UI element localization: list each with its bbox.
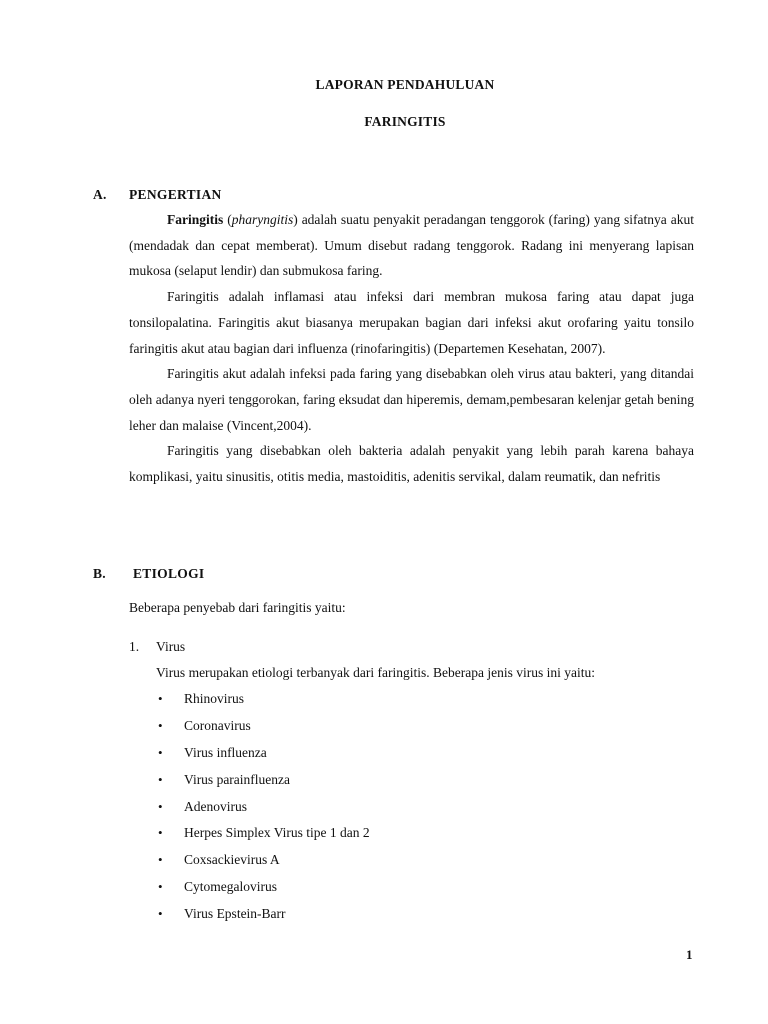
section-b-title: ETIOLOGI bbox=[133, 566, 205, 581]
paragraph-bakteria: Faringitis yang disebabkan oleh bakteria adalah penyakit yang lebih parah karena bahaya komplikasi, yaitu sinusitis, otitis media, mastoiditis, adenitis servikal, dalam reumatik, dan nefritis bbox=[129, 443, 694, 485]
item-number: 1. bbox=[129, 639, 140, 654]
etiologi-intro: Beberapa penyebab dari faringitis yaitu: bbox=[129, 600, 346, 615]
bullet-icon bbox=[156, 770, 184, 790]
bullet-icon bbox=[156, 743, 184, 763]
list-item: • Adenovirus bbox=[156, 797, 370, 824]
list-item: • Virus parainfluenza bbox=[156, 770, 370, 797]
section-a-title: PENGERTIAN bbox=[129, 187, 222, 202]
document-title: LAPORAN PENDAHULUAN bbox=[315, 77, 495, 92]
virus-list bbox=[156, 689, 370, 931]
bullet-icon bbox=[156, 904, 184, 924]
term-pharyngitis: pharyngitis bbox=[231, 212, 294, 227]
paragraph-akut: Faringitis akut adalah infeksi pada faring yang disebabkan oleh virus atau bakteri, yang ditandai oleh adanya nyeri tenggorokan, faring eksudat dan hiperemis, demam,pembesaran kelenjar getah bening leher dan malaise (Vincent,2004). bbox=[129, 366, 694, 433]
section-a-body bbox=[129, 207, 694, 490]
page-number: 1 bbox=[686, 947, 693, 962]
bullet-icon bbox=[156, 823, 184, 843]
section-b-heading bbox=[93, 566, 204, 582]
list-item: • Coxsackievirus A bbox=[156, 850, 370, 877]
list-item: • Virus Epstein-Barr bbox=[156, 904, 370, 931]
numbered-item-virus bbox=[129, 639, 185, 655]
bullet-icon bbox=[156, 797, 184, 817]
list-item: • Rhinovirus bbox=[156, 689, 370, 716]
list-item: • Virus influenza bbox=[156, 743, 370, 770]
bullet-icon bbox=[156, 877, 184, 897]
list-item: • Coronavirus bbox=[156, 716, 370, 743]
section-a-letter: A. bbox=[93, 187, 107, 202]
section-a-heading bbox=[93, 187, 222, 203]
paragraph-inflamasi: Faringitis adalah inflamasi atau infeksi dari membran mukosa faring atau dapat juga tonsilopalatina. Faringitis akut biasanya merupakan bagian dari infeksi akut orofaring yaitu tonsilo faringitis akut atau bagian dari influenza (rinofaringitis) (Departemen Kesehatan, 2007). bbox=[129, 289, 694, 356]
document-subtitle: FARINGITIS bbox=[364, 114, 446, 129]
list-item: • Herpes Simplex Virus tipe 1 dan 2 bbox=[156, 823, 370, 850]
section-b-letter: B. bbox=[93, 566, 106, 581]
bullet-icon bbox=[156, 716, 184, 736]
term-faringitis: Faringitis bbox=[167, 212, 224, 227]
list-item: • Cytomegalovirus bbox=[156, 877, 370, 904]
bullet-icon bbox=[156, 689, 184, 709]
virus-description: Virus merupakan etiologi terbanyak dari faringitis. Beberapa jenis virus ini yaitu: bbox=[156, 665, 595, 680]
bullet-icon bbox=[156, 850, 184, 870]
paragraph-definition: Faringitis (pharyngitis) adalah suatu penyakit peradangan tenggorok (faring) yang sifatnya akut (mendadak dan cepat memberat). Umum disebut radang tenggorok. Radang ini menyerang lapisan mukosa (selaput lendir) dan submukosa faring. bbox=[129, 212, 694, 279]
item-label: Virus bbox=[156, 639, 186, 654]
